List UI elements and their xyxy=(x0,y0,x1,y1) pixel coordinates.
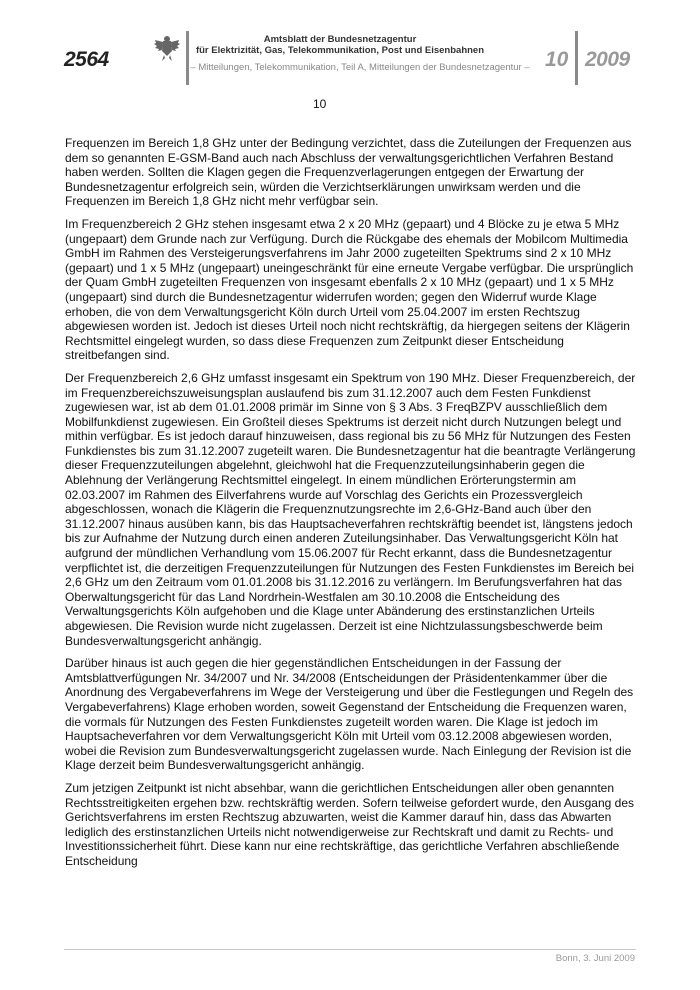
issue-divider xyxy=(575,31,578,85)
paragraph: Frequenzen im Bereich 1,8 GHz unter der Bedingung verzichtet, dass die Zuteilungen der Frequenzen aus dem so genannten E-GSM-Band auch nach Abschluss der verwaltungsgerichtlichen Verfahren Bestand haben werden. Sollten die Klagen gegen die Frequenzverlagerungen entgegen der Erwartung der Bundesnetzagentur erfolgreich sein, würden die Verzichtserklärungen unwirksam werden und die Frequenzen im Bereich 1,8 GHz nicht mehr verfügbar sein. xyxy=(65,136,632,209)
paragraph: Darüber hinaus ist auch gegen die hier gegenständlichen Entscheidungen in der Fassung der Amtsblattverfügungen Nr. 34/2007 und Nr. 34/2008 (Entscheidungen der Präsidentenkammer über die Anordnung des Vergabeverfahrens im Wege der Versteigerung und über die Festlegungen und Regeln des Vergabeverfahrens) Klage erhoben worden, soweit Gegenstand der Entscheidung die Frequenzen waren, die vormals für Nutzungen des Festen Funkdienstes zugeteilt worden waren. Die Klage ist jedoch im Hauptsacheverfahren vor dem Verwaltungsgericht Köln mit Urteil vom 03.12.2008 abgewiesen worden, wobei die Revision zum Bundesverwaltungsgericht zugelassen wurde. Nach Einlegung der Revision ist die Klage derzeit beim Bundesverwaltungsgericht anhängig. xyxy=(65,656,634,773)
page-header xyxy=(0,0,700,95)
issue-year: 2009 xyxy=(585,48,630,71)
paragraph: Im Frequenzbereich 2 GHz stehen insgesamt etwa 2 x 20 MHz (gepaart) und 4 Blöcke zu je etwa 5 MHz (ungepaart) dem Grunde nach zur Verfügung. Durch die Rückgabe des ehemals der Mobilcom Multimedia GmbH im Rahmen des Versteigerungsverfahrens im Jahr 2000 zugeteilten Spektrums sind 2 x 10 MHz (gepaart) und 1 x 5 MHz (ungepaart) uneingeschränkt für eine erneute Vergabe verfügbar. Die ursprünglich der Quam GmbH zugeteilten Frequenzen von insgesamt ebenfalls 2 x 10 MHz (gepaart) und 1 x 5 MHz (ungepaart) sind durch die Bundesnetzagentur widerrufen worden; gegen den Widerruf wurde Klage erhoben, die von dem Verwaltungsgericht Köln durch Urteil vom 25.04.2007 im ersten Rechtszug abgewiesen worden ist. Jedoch ist dieses Urteil noch nicht rechtskräftig, da hiergegen seitens der Klägerin Rechtsmittel eingelegt wurden, so dass diese Frequenzen zum Zeitpunkt dieser Entscheidung streitbefangen sind. xyxy=(65,216,634,363)
paragraph: Der Frequenzbereich 2,6 GHz umfasst insgesamt ein Spektrum von 190 MHz. Dieser Frequenzbereich, der im Frequenzbereichszuweisungsplan auslaufend bis zum 31.12.2007 auch dem Festen Funkdienst zugewiesen war, ist ab dem 01.01.2008 primär im Sinne von § 3 Abs. 3 FreqBZPV ausschließlich dem Mobilfunkdienst zugewiesen. Ein Großteil dieses Spektrums ist derzeit nicht durch Nutzungen belegt und mithin verfügbar. Es ist jedoch darauf hinzuweisen, dass regional bis zu 56 MHz für Nutzungen des Festen Funkdienstes bis zum 31.12.2007 zugeteilt waren. Die Bundesnetzagentur hat die beantragte Verlängerung dieser Frequenzzuteilungen abgelehnt, gleichwohl hat die Frequenzzuteilungsinhaberin gegen die Ablehnung der Verlängerung Rechtsmittel eingelegt. In einem mündlichen Erörterungstermin am 02.03.2007 im Rahmen des Eilverfahrens wurde auf Vorschlag des Gerichts ein Prozessvergleich abgeschlossen, wonach die Klägerin die Frequenznutzungsrechte im 2,6-GHz-Band auch über den 31.12.2007 hinaus ausüben kann, bis das Hauptsacheverfahren rechtskräftig beendet ist, längstens jedoch bis zur Aufnahme der Nutzung durch einen anderen Zuteilungsinhaber. Das Verwaltungsgericht Köln hat aufgrund der mündlichen Verhandlung vom 15.06.2007 für Recht erkannt, dass die Bundesnetzagentur verpflichtet ist, die derzeitigen Frequenzzuteilungen für Nutzungen des Festen Funkdienstes im Bereich bei 2,6 GHz um den Zeitraum vom 01.01.2008 bis 31.12.2016 zu verlängern. Im Berufungsverfahren hat das Oberwaltungsgericht für das Land Nordrhein-Westfalen am 30.10.2008 die Entscheidung des Verwaltungsgerichts Köln aufgehoben und die Klage unter Abänderung des erstinstanzlichen Urteils abgewiesen. Die Revision wurde nicht zugelassen. Derzeit ist eine Nichtzulassungsbeschwerde beim Bundesverwaltungsgericht anhängig. xyxy=(65,370,636,648)
footer-divider xyxy=(64,949,636,950)
document-body xyxy=(65,136,638,877)
footer-place-date: Bonn, 3. Juni 2009 xyxy=(555,953,635,964)
issue-number: 10 xyxy=(545,48,569,71)
gazette-title: Amtsblatt der Bundesnetzagentur xyxy=(263,34,417,45)
federal-eagle-icon xyxy=(154,34,180,62)
paragraph: Zum jetzigen Zeitpunkt ist nicht absehbar, wann die gerichtlichen Entscheidungen aller oben genannten Rechtsstreitigkeiten ergehen bzw. rechtskräftig werden. Sofern teilweise gefordert wurde, den Ausgang des Gerichtsverfahrens im ersten Rechtszug abzuwarten, weist die Kammer darauf hin, dass das Abwarten lediglich des erstinstanzlichen Urteils nicht notwendigerweise zur Rechtskraft und damit zu Rechts- und Investitionssicherheit führt. Diese kann nur eine rechtskräftige, das gerichtliche Verfahren abschließende Entscheidung xyxy=(65,780,634,868)
section-number: 10 xyxy=(313,97,327,111)
page-number: 2564 xyxy=(64,48,109,71)
gazette-subtitle: für Elektrizität, Gas, Telekommunikation, Post und Eisenbahnen xyxy=(195,45,485,56)
section-caption: – Mitteilungen, Telekommunikation, Teil A, Mitteilungen der Bundesnetzagentur – xyxy=(190,62,530,73)
header-divider xyxy=(186,31,189,85)
